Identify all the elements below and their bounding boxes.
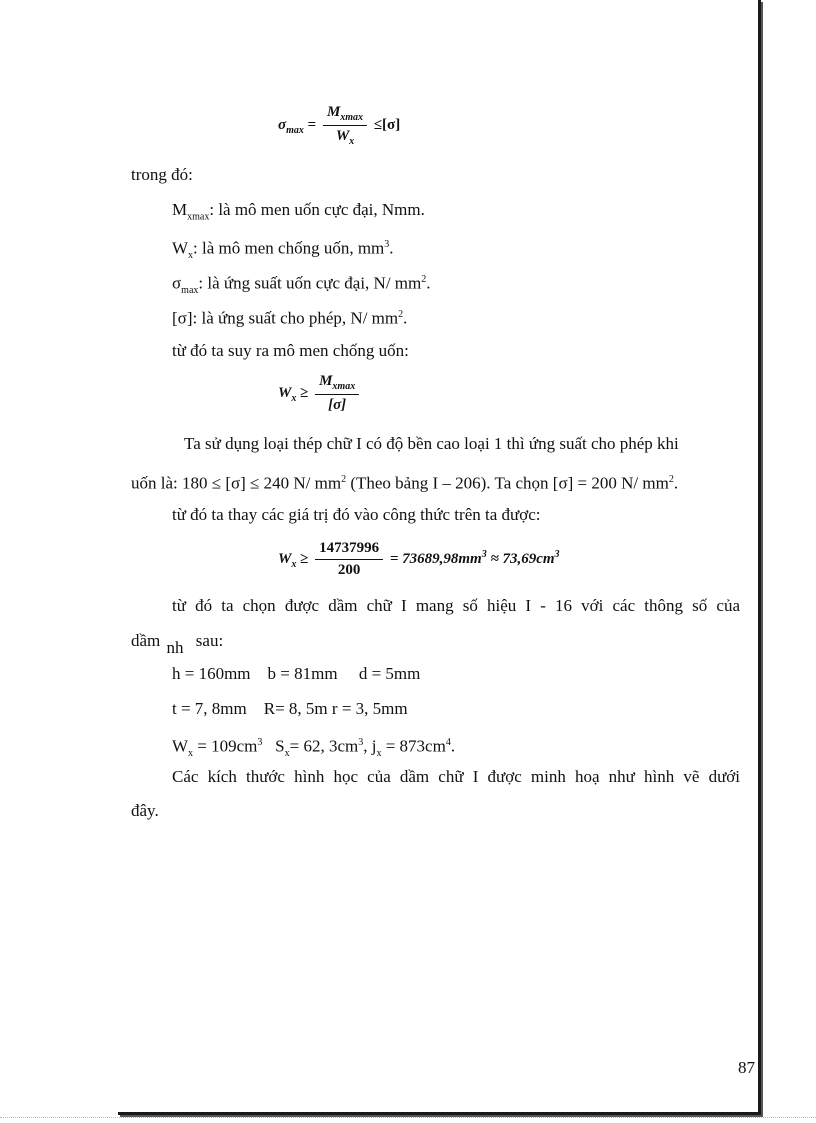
paragraph-choose-line2: dầm nh sau:: [131, 631, 224, 657]
derive-text: từ đó ta suy ra mô men chống uốn:: [172, 341, 409, 360]
paragraph-steel-line2: uốn là: 180 ≤ [σ] ≤ 240 N/ $mm^2$ (Theo bảng I – 206). Ta chọn [σ] = 200 N/ $mm^2$.: [131, 473, 679, 493]
paragraph-substitute: từ đó ta thay các giá trị đó vào công thức trên ta được:: [172, 505, 541, 524]
definition-allowable-stress: [σ]: là ứng suất cho phép, N/ $mm^2$.: [172, 308, 408, 328]
spec-line-3: $W_x = 109cm^3$ $S_x= 62$, $3cm^3$, $j_x = 873cm^4$.: [172, 736, 456, 760]
page-number: 87: [738, 1058, 755, 1077]
definition-sigma-max: $\sigma_{max}$: là ứng suất uốn cực đại, N/ $mm^2$.: [172, 273, 431, 297]
spec-line-1: h = 160mm b = 81mm d = 5mm: [172, 664, 421, 683]
formula-section-modulus: $W_x$ ≥ $\frac{M_{xmax}}{[\sigma]}$: [278, 373, 362, 414]
definition-mxmax: $M_{xmax}$: là mô men uốn cực đại, Nmm.: [172, 200, 425, 223]
paragraph-dimensions-line2: đây.: [131, 801, 159, 820]
paragraph-steel-line1: Ta sử dụng loại thép chữ I có độ bền cao loại 1 thì ứng suất cho phép khi: [184, 434, 679, 453]
page-bottom-dots: [0, 1117, 816, 1118]
intro-text: trong đó:: [131, 165, 193, 184]
formula-max-stress: $\sigma_{max}$ = $\frac{M_{xmax}}{W_x}$ ≤[σ]: [278, 104, 401, 147]
definition-wx: $W_x$: là mô men chống uốn, $mm^3$.: [172, 238, 394, 262]
paragraph-dimensions-line1: Các kích thước hình học của dầm chữ I được minh hoạ như hình vẽ dưới: [172, 767, 740, 786]
paragraph-choose-line1: từ đó ta chọn được dầm chữ I mang số hiệu I - 16 với các thông số của: [172, 596, 740, 615]
formula-computed-wx: $W_x$ ≥ $\frac{14737996}{200}$ = $73689,98mm^3 \approx 73,69cm^3$: [278, 540, 560, 578]
spec-line-2: t = 7, 8mm R= 8, 5m r = 3, 5mm: [172, 699, 408, 718]
